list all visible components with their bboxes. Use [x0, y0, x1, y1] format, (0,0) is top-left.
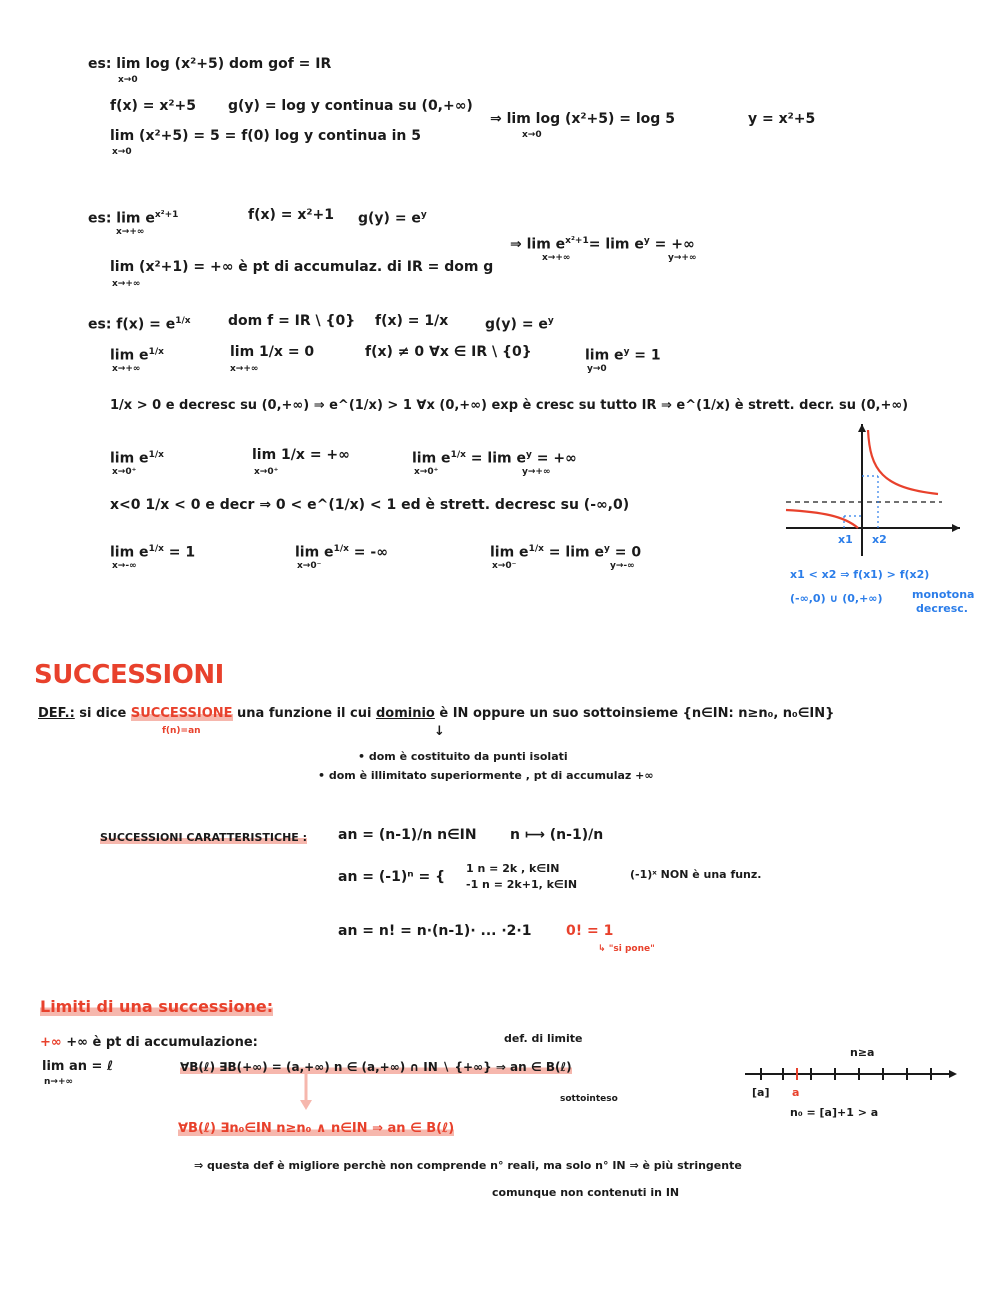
factorial-zero-note: ↳ "si pone"	[598, 944, 655, 954]
example2-result: ⇒ $\lim e^{x^2+1}= \lim e^y$ = +∞	[510, 236, 695, 253]
characteristic-3: an = n! = n·(n-1)· ... ·2·1	[338, 923, 532, 939]
accumulation-point: +∞ +∞ è pt di accumulazione:	[40, 1035, 258, 1050]
section-title-limiti: Limiti di una successione:	[40, 997, 274, 1016]
limit-statement-sub: n→+∞	[44, 1077, 73, 1087]
example3-cond: f(x) ≠ 0 ∀x ∈ IR \ {0}	[365, 344, 532, 360]
definition-arrow: ↓	[434, 724, 445, 739]
example3-lim9-sub1: x→0⁻	[492, 561, 517, 571]
characteristic-2-even: 1 n = 2k , k∈IN	[466, 862, 560, 875]
example1-f: f(x) = x²+5	[110, 98, 197, 114]
definition-dominio: dominio	[375, 706, 435, 721]
example3-f: es: $f(x) = e^{1/x}$	[88, 316, 191, 333]
example1-result: ⇒ lim log (x²+5) = log 5	[490, 111, 675, 127]
characteristic-2-odd: -1 n = 2k+1, k∈IN	[466, 878, 578, 891]
number-line	[745, 1060, 960, 1100]
number-line-n0: n₀ = [a]+1 > a	[790, 1106, 879, 1119]
limit-arrow	[296, 1072, 316, 1112]
definition-fn: f(n)=an	[162, 726, 201, 736]
example3-lim7-sub: x→-∞	[112, 561, 137, 571]
example3-dom: dom f = IR \ {0}	[228, 313, 356, 329]
definition-term: SUCCESSIONE	[130, 706, 233, 721]
example3-lim5: lim 1/x = +∞	[252, 447, 350, 463]
example3-g: $g(y) = e^y$	[485, 316, 554, 333]
example2-inner-sub: x→+∞	[112, 279, 141, 289]
example3-lim6: $\lim e^{1/x} = \lim e^y$ = +∞	[412, 450, 577, 467]
example3-lim6-sub1: x→0⁺	[414, 467, 439, 477]
characteristic-1-map: n ⟼ (n-1)/n	[510, 827, 604, 843]
factorial-zero: 0! = 1	[566, 923, 614, 939]
example1-g: g(y) = log y continua su (0,+∞)	[228, 98, 473, 114]
graph-note-3: monotona	[912, 588, 975, 601]
graph-x2-label: x2	[872, 533, 887, 546]
example3-lim9: $\lim e^{1/x} = \lim e^y = 0$	[490, 544, 642, 561]
graph-y-arrow	[858, 424, 866, 432]
example3-lim2: lim 1/x = 0	[230, 344, 315, 360]
graph-x-arrow	[952, 524, 960, 532]
graph-note-1: x1 < x2 ⇒ f(x1) > f(x2)	[790, 568, 930, 581]
example3-lim8: $\lim e^{1/x}$ = -∞	[295, 544, 388, 561]
limit-comment-2: comunque non contenuti in IN	[492, 1186, 680, 1199]
example2-g: $g(y) = e^y$	[358, 210, 427, 227]
limit-sottointeso: sottointeso	[560, 1094, 618, 1104]
example3-lim6-sub2: y→+∞	[522, 467, 551, 477]
example1-limit-sub: x→0	[112, 147, 132, 157]
limit-def-note: def. di limite	[504, 1032, 583, 1045]
example3-lim7: $\lim e^{1/x} = 1$	[110, 544, 196, 561]
example2-f: f(x) = x²+1	[248, 207, 335, 223]
characteristic-1: an = (n-1)/n n∈IN	[338, 827, 477, 843]
graph-x1-label: x1	[838, 533, 853, 546]
example2-limit: es: $\lim e^{x^2+1}$	[88, 210, 179, 227]
limit-definition-n0: ∀B(ℓ) ∃n₀∈IN n≥n₀ ∧ n∈IN ⇒ an ∈ B(ℓ)	[178, 1121, 455, 1136]
example2-inner-limit: lim (x²+1) = +∞ è pt di accumulaz. di IR = dom g	[110, 259, 494, 275]
characteristic-2: an = (-1)ⁿ = {	[338, 869, 446, 885]
example3-lim4-sub: x→0⁺	[112, 467, 137, 477]
characteristic-label: SUCCESSIONI CARATTERISTICHE :	[100, 831, 308, 844]
limit-statement: lim an = ℓ	[42, 1059, 114, 1074]
bullet-unbounded: • dom è illimitato superiormente , pt di accumulaz +∞	[318, 769, 654, 782]
bullet-isolated-points: • dom è costituito da punti isolati	[358, 750, 568, 763]
definition-line: DEF.: si dice SUCCESSIONE una funzione il cui dominio è IN oppure un suo sottoinsieme {n∈IN: n≥n₀, n₀∈IN}	[38, 706, 835, 721]
example3-lim1: $\lim e^{1/x}$	[110, 347, 164, 364]
example1-line1: es: lim log (x²+5) dom gof = IR	[88, 56, 332, 72]
number-line-a: a	[792, 1086, 800, 1099]
example3-monotonicity: 1/x > 0 e decresc su (0,+∞) ⇒ e^(1/x) > 1 ∀x (0,+∞) exp è cresc su tutto IR ⇒ e^(1/x) è strett. decr. su (0,+∞)	[110, 398, 909, 413]
example3-lim5-sub: x→0⁺	[254, 467, 279, 477]
example3-lim9-sub2: y→-∞	[610, 561, 635, 571]
graph-right-branch	[868, 430, 938, 494]
graph-note-2: (-∞,0) ∪ (0,+∞)	[790, 592, 883, 605]
example3-lim3-sub: y→0	[587, 364, 607, 374]
section-title-successioni: SUCCESSIONI	[34, 660, 224, 690]
example1-y: y = x²+5	[748, 111, 816, 127]
example1-result-sub: x→0	[522, 130, 542, 140]
example2-result-sub2: y→+∞	[668, 253, 697, 263]
graph-note-4: decresc.	[916, 602, 968, 615]
example3-lim8-sub: x→0⁻	[297, 561, 322, 571]
example3-lim4: $\lim e^{1/x}$	[110, 450, 164, 467]
number-line-floor-a: [a]	[752, 1086, 770, 1099]
limit-comment: ⇒ questa def è migliore perchè non comprende n° reali, ma solo n° IN ⇒ è più stringente	[194, 1159, 742, 1172]
graph-left-branch	[786, 510, 858, 528]
limit-neighborhoods: ∀B(ℓ) ∃B(+∞) = (a,+∞) n ∈ (a,+∞) ∩ IN ∖ {+∞} ⇒ an ∈ B(ℓ)	[180, 1060, 572, 1074]
definition-label: DEF.:	[38, 706, 75, 721]
example3-lim2-sub: x→+∞	[230, 364, 259, 374]
number-line-top-label: n≥a	[850, 1046, 875, 1059]
characteristic-2-note: (-1)ˣ NON è una funz.	[630, 868, 762, 881]
example1-limit: lim (x²+5) = 5 = f(0) log y continua in 5	[110, 128, 422, 144]
example3-fx: f(x) = 1/x	[375, 313, 449, 329]
example3-lim1-sub: x→+∞	[112, 364, 141, 374]
example1-line1-sub: x→0	[118, 75, 138, 85]
example2-result-sub1: x→+∞	[542, 253, 571, 263]
example3-negative: x<0 1/x < 0 e decr ⇒ 0 < e^(1/x) < 1 ed è strett. decresc su (-∞,0)	[110, 497, 630, 513]
example2-limit-sub: x→+∞	[116, 227, 145, 237]
example3-lim3: $\lim e^y = 1$	[585, 347, 661, 364]
